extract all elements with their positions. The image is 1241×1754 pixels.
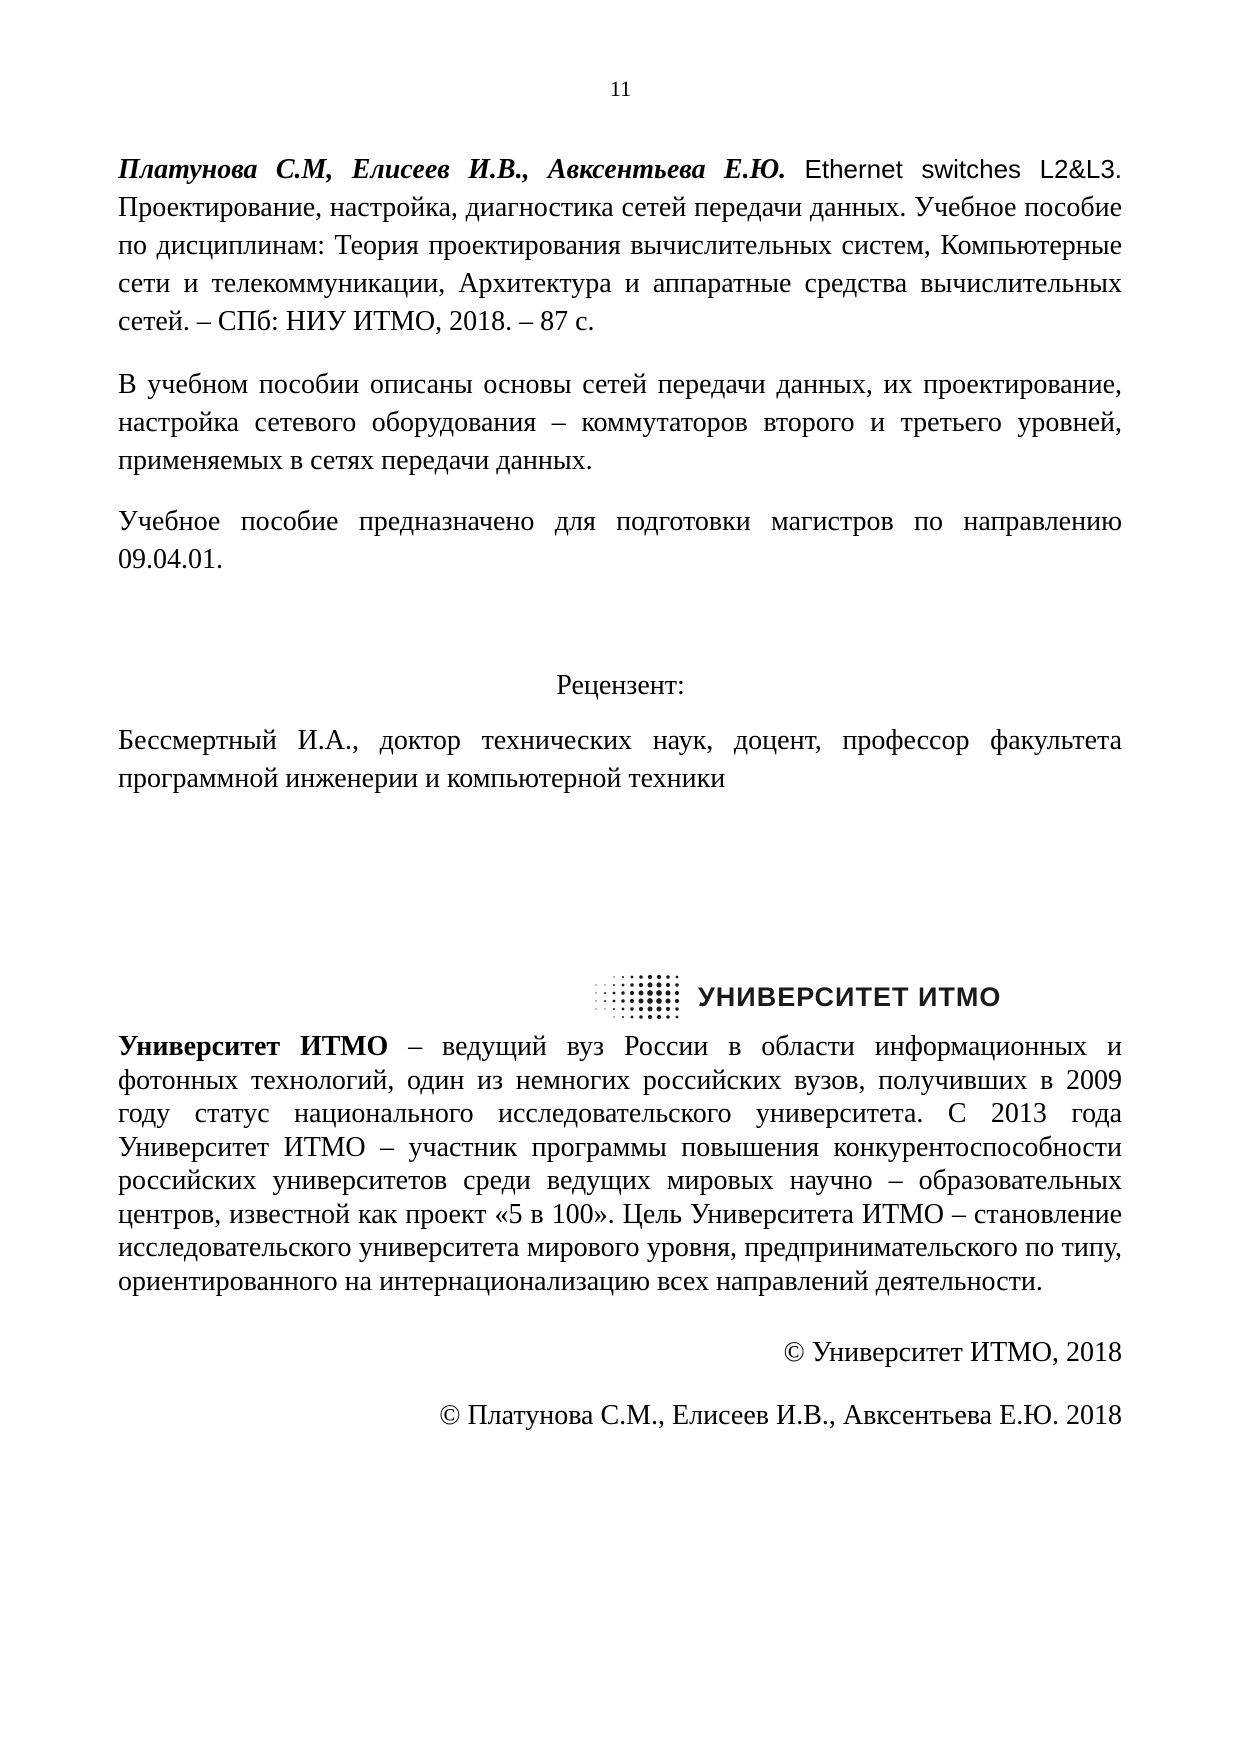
copyright-authors: © Платунова С.М., Елисеев И.В., Авксентьева Е.Ю. 2018 (439, 1400, 1122, 1431)
about-university-paragraph (118, 1030, 1122, 1298)
authors: Платунова С.М, Елисеев И.В., Авксентьева Е.Ю. (118, 154, 787, 185)
about-university-text: – ведущий вуз России в области информационных и фотонных технологий, один из немногих российских вузов, получивших в 2009 году статус национального исследовательского университета. С 2013 года Университет ИТМО – участник программы повышения конкурентоспособности российских университетов среди ведущих мировых научно – образовательных центров, известной как проект «5 в 100». Цель Университета ИТМО – становление исследовательского университета мирового уровня, предпринимательского по типу, ориентированного на интернационализацию всех направлений деятельности. (118, 1031, 1122, 1297)
logo-text: УНИВЕРСИТЕТ ИТМО (698, 981, 1002, 1012)
reviewer-text: Бессмертный И.А., доктор технических наук, доцент, профессор факультета программной инженерии и компьютерной техники (118, 725, 1122, 794)
itmo-logo (590, 973, 1001, 1021)
page-number: 11 (609, 76, 632, 101)
title-english: Ethernet switches L2&L3. (804, 154, 1122, 184)
bibliographic-description: Проектирование, настройка, диагностика сетей передачи данных. Учебное пособие по дисциплинам: Теория проектирования вычислительных систем, Компьютерные сети и телекоммуникации, Архитектура и аппаратные средства вычислительных сетей. – СПб: НИУ ИТМО, 2018. – 87 с. (118, 192, 1122, 337)
bibliographic-record (118, 150, 1122, 341)
university-name: Университет ИТМО (118, 1031, 389, 1062)
reviewer-heading: Рецензент: (556, 670, 685, 701)
copyright-university: © Университет ИТМО, 2018 (783, 1337, 1122, 1368)
abstract-paragraph: В учебном пособии описаны основы сетей передачи данных, их проектирование, настройка сетевого оборудования – коммутаторов второго и третьего уровней, применяемых в сетях передачи данных. (118, 369, 1122, 476)
purpose-paragraph: Учебное пособие предназначено для подготовки магистров по направлению 09.04.01. (118, 506, 1122, 575)
itmo-dots-logo-icon (590, 973, 686, 1021)
